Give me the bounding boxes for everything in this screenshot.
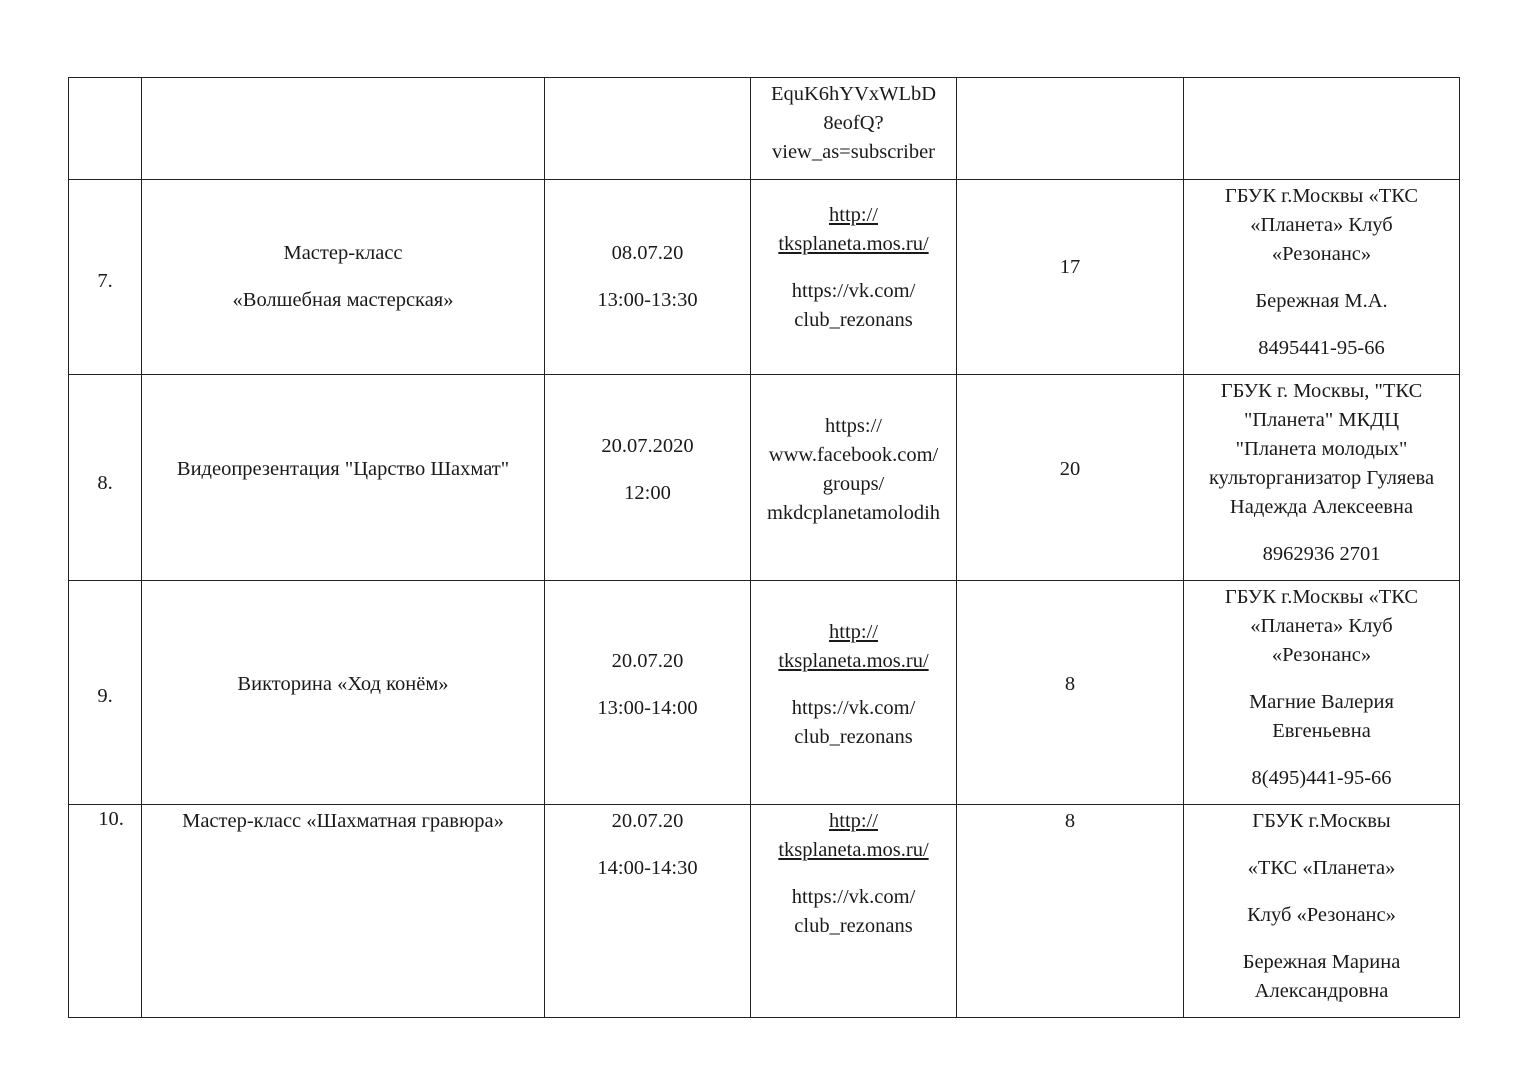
date-line: 20.07.20 <box>611 810 684 832</box>
link-line: EquK6hYVxWLbD <box>770 83 937 105</box>
cell-count: 8 <box>957 805 1184 1018</box>
cell-title <box>142 180 545 375</box>
cell-link <box>751 581 957 805</box>
date-line: 08.07.20 <box>611 242 684 264</box>
contact-phone: 8(495)441-95-66 <box>1251 767 1392 789</box>
link-line: view_as=subscriber <box>772 141 935 163</box>
cell-date <box>545 78 751 180</box>
cell-organizer <box>1184 180 1460 375</box>
cell-number <box>69 78 142 180</box>
cell-organizer <box>1184 805 1460 1018</box>
table-row <box>69 78 1460 180</box>
time-line: 13:00-13:30 <box>597 289 698 311</box>
cell-date <box>545 375 751 581</box>
cell-title <box>142 375 545 581</box>
cell-number: 7. <box>69 180 142 375</box>
facebook-link[interactable]: https:// www.facebook.com/ groups/ mkdcplanetamolodih <box>766 414 941 524</box>
organizer-name: ГБУК г.Москвы «ТКС «Планета» Клуб «Резонанс» <box>1224 185 1419 265</box>
organizer-name: ГБУК г. Москвы, "ТКС "Планета" МКДЦ "Планета молодых" культорганизатор Гуляева Надежда Алексеевна <box>1208 380 1435 518</box>
vk-link[interactable]: https://vk.com/ club_rezonans <box>791 886 916 937</box>
cell-count: 8 <box>957 581 1184 805</box>
contact-phone: 8495441-95-66 <box>1258 337 1385 359</box>
site-link[interactable]: http:// tksplaneta.mos.ru/ <box>778 620 929 672</box>
cell-organizer <box>1184 78 1460 180</box>
organizer-line: ГБУК г.Москвы <box>1252 810 1391 832</box>
cell-date <box>545 805 751 1018</box>
date-line: 20.07.20 <box>611 649 684 672</box>
cell-link <box>751 375 957 581</box>
cell-title <box>142 581 545 805</box>
organizer-name: ГБУК г.Москвы «ТКС «Планета» Клуб «Резонанс» <box>1224 586 1419 666</box>
organizer-line: «ТКС «Планета» <box>1247 857 1396 879</box>
cell-date <box>545 180 751 375</box>
contact-person: Магние Валерия Евгеньевна <box>1249 691 1394 742</box>
title-line: Мастер-класс <box>283 242 403 264</box>
vk-link[interactable]: https://vk.com/ club_rezonans <box>791 280 916 331</box>
cell-title <box>142 78 545 180</box>
table-row <box>69 375 1460 581</box>
title-line: Викторина «Ход конём» <box>237 673 449 695</box>
contact-person: Бережная М.А. <box>1255 290 1388 312</box>
cell-organizer <box>1184 581 1460 805</box>
contact-person: Бережная Марина Александровна <box>1242 951 1401 1002</box>
cell-date <box>545 581 751 805</box>
table-row <box>69 180 1460 375</box>
events-table <box>68 77 1460 1018</box>
cell-number: 8. <box>69 375 142 581</box>
table-row <box>69 805 1460 1018</box>
cell-link <box>751 78 957 180</box>
cell-count: 17 <box>957 180 1184 375</box>
table-row <box>69 581 1460 805</box>
cell-title <box>142 805 545 1018</box>
cell-link <box>751 180 957 375</box>
time-line: 12:00 <box>624 481 671 504</box>
contact-phone: 8962936 2701 <box>1262 543 1381 565</box>
cell-organizer <box>1184 375 1460 581</box>
title-line: «Волшебная мастерская» <box>232 289 454 311</box>
time-line: 14:00-14:30 <box>597 857 698 879</box>
vk-link[interactable]: https://vk.com/ club_rezonans <box>791 696 916 748</box>
title-line: Мастер-класс «Шахматная гравюра» <box>182 810 504 832</box>
cell-count: 20 <box>957 375 1184 581</box>
cell-count <box>957 78 1184 180</box>
title-line: Видеопрезентация "Царство Шахмат" <box>176 458 510 480</box>
site-link[interactable]: http:// tksplaneta.mos.ru/ <box>778 810 929 861</box>
cell-link <box>751 805 957 1018</box>
date-line: 20.07.2020 <box>601 434 694 457</box>
link-line: 8eofQ? <box>823 112 884 134</box>
cell-number: 9. <box>69 581 142 805</box>
site-link[interactable]: http:// tksplaneta.mos.ru/ <box>778 204 929 255</box>
organizer-line: Клуб «Резонанс» <box>1247 904 1396 926</box>
cell-number: 10. <box>69 805 142 1018</box>
time-line: 13:00-14:00 <box>597 696 698 719</box>
